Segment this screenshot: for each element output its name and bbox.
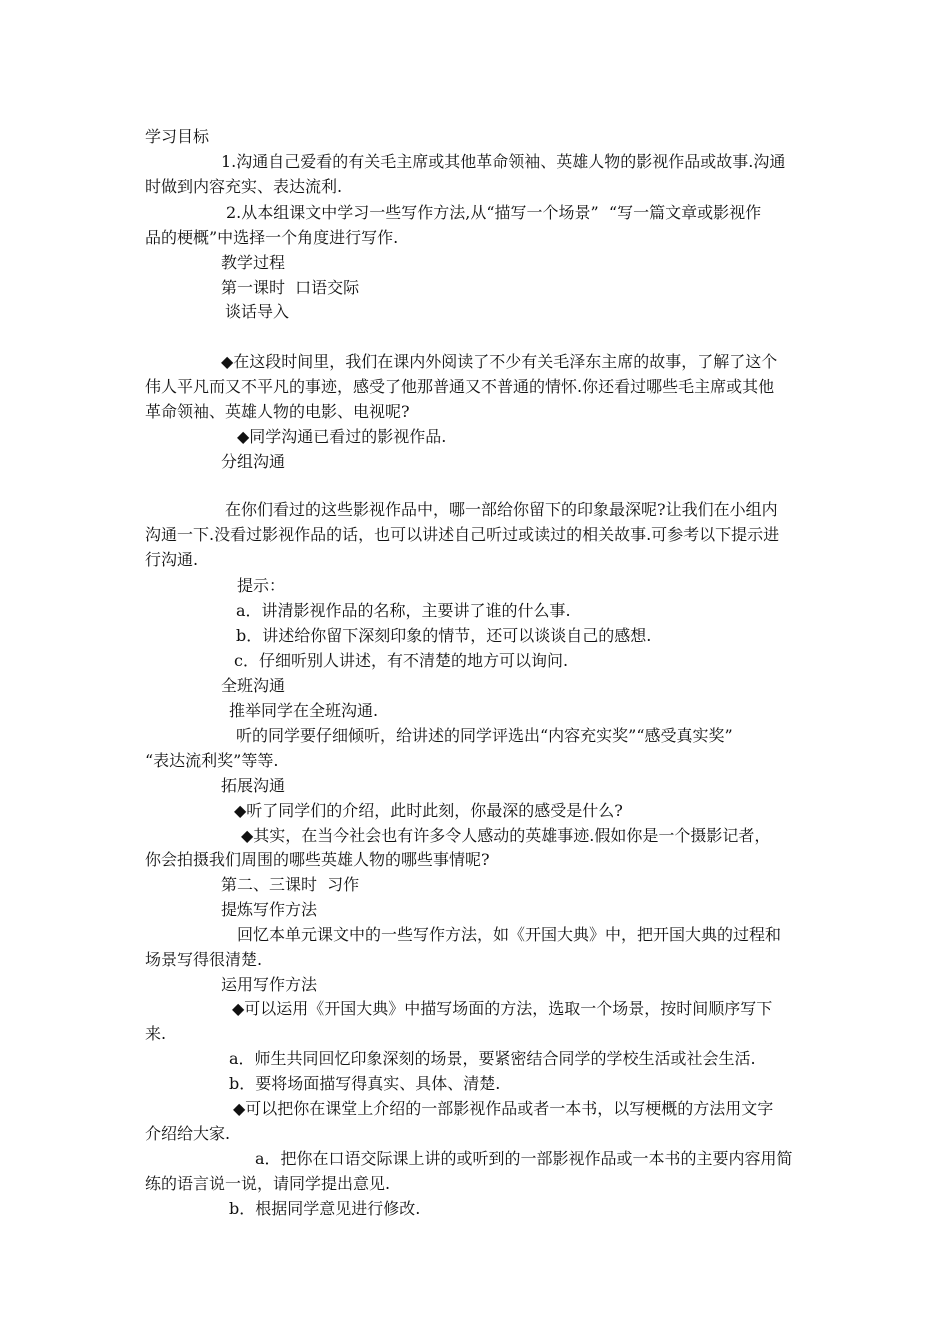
tip-a: a．讲清影视作品的名称，主要讲了谁的什么事. xyxy=(236,601,571,620)
paragraph-9-line-2: 来. xyxy=(145,1024,167,1043)
tip-c: c．仔细听别人讲述，有不清楚的地方可以询问. xyxy=(234,651,569,670)
paragraph-11: b．要将场面描写得真实、具体、清楚. xyxy=(229,1074,501,1093)
paragraph-3-line-2: 沟通一下.没看过影视作品的话，也可以讲述自己听过或读过的相关故事.可参考以下提示进 xyxy=(145,525,780,544)
paragraph-7-line-2: 你会拍摄我们周围的哪些英雄人物的哪些事情呢? xyxy=(145,850,490,869)
paragraph-1-line-2: 伟人平凡而又不平凡的事迹，感受了他那普通又不普通的情怀.你还看过哪些毛主席或其他 xyxy=(145,377,775,396)
paragraph-9-line-1: ◆可以运用《开国大典》中描写场面的方法，选取一个场景，按时间顺序写下 xyxy=(232,999,773,1018)
tip-b: b．讲述给你留下深刻印象的情节，还可以谈谈自己的感想. xyxy=(236,626,652,645)
section-heading-process: 教学过程 xyxy=(221,253,286,272)
paragraph-5-line-1: 听的同学要仔细倾听，给讲述的同学评选出“内容充实奖”“感受真实奖” xyxy=(236,726,733,745)
paragraph-2: ◆同学沟通已看过的影视作品. xyxy=(237,427,447,446)
paragraph-13-line-1: a．把你在口语交际课上讲的或听到的一部影视作品或一本书的主要内容用简 xyxy=(255,1149,793,1168)
lesson-2-3-heading: 第二、三课时 习作 xyxy=(221,875,360,894)
paragraph-14: b．根据同学意见进行修改. xyxy=(229,1199,421,1218)
paragraph-3-line-3: 行沟通. xyxy=(145,550,199,569)
section-heading-goals: 学习目标 xyxy=(145,127,210,146)
paragraph-8-line-1: 回忆本单元课文中的一些写作方法，如《开国大典》中，把开国大典的过程和 xyxy=(237,925,782,944)
tips-label: 提示： xyxy=(237,576,286,595)
subheading-whole-class: 全班沟通 xyxy=(221,676,286,695)
paragraph-10: a．师生共同回忆印象深刻的场景，要紧密结合同学的学校生活或社会生活. xyxy=(229,1049,756,1068)
subheading-refine: 提炼写作方法 xyxy=(221,900,318,919)
paragraph-5-line-2: “表达流利奖”等等. xyxy=(145,751,279,770)
subheading-expand: 拓展沟通 xyxy=(221,776,286,795)
paragraph-3-line-1: 在你们看过的这些影视作品中，哪一部给你留下的印象最深呢?让我们在小组内 xyxy=(225,500,778,519)
paragraph-1-line-3: 革命领袖、英雄人物的电影、电视呢? xyxy=(145,402,410,421)
goal-1-line-2: 时做到内容充实、表达流利. xyxy=(145,177,343,196)
paragraph-12-line-1: ◆可以把你在课堂上介绍的一部影视作品或者一本书，以写梗概的方法用文字 xyxy=(233,1099,774,1118)
subheading-intro: 谈话导入 xyxy=(225,302,290,321)
paragraph-12-line-2: 介绍给大家. xyxy=(145,1124,231,1143)
paragraph-8-line-2: 场景写得很清楚. xyxy=(145,950,263,969)
paragraph-4: 推举同学在全班沟通. xyxy=(229,701,379,720)
paragraph-7-line-1: ◆其实，在当今社会也有许多令人感动的英雄事迹.假如你是一个摄影记者， xyxy=(241,826,771,845)
subheading-apply: 运用写作方法 xyxy=(221,975,318,994)
paragraph-13-line-2: 练的语言说一说，请同学提出意见. xyxy=(145,1174,391,1193)
paragraph-1-line-1: ◆在这段时间里，我们在课内外阅读了不少有关毛泽东主席的故事，了解了这个 xyxy=(221,352,778,371)
goal-2-line-2: 品的梗概”中选择一个角度进行写作. xyxy=(145,228,399,247)
lesson-1-heading: 第一课时 口语交际 xyxy=(221,278,360,297)
subheading-group: 分组沟通 xyxy=(221,452,286,471)
goal-1-line-1: 1.沟通自己爱看的有关毛主席或其他革命领袖、英雄人物的影视作品或故事.沟通 xyxy=(221,152,786,171)
paragraph-6: ◆听了同学们的介绍，此时此刻，你最深的感受是什么? xyxy=(234,801,623,820)
goal-2-line-1: 2.从本组课文中学习一些写作方法,从“描写一个场景” “写一篇文章或影视作 xyxy=(226,203,762,222)
